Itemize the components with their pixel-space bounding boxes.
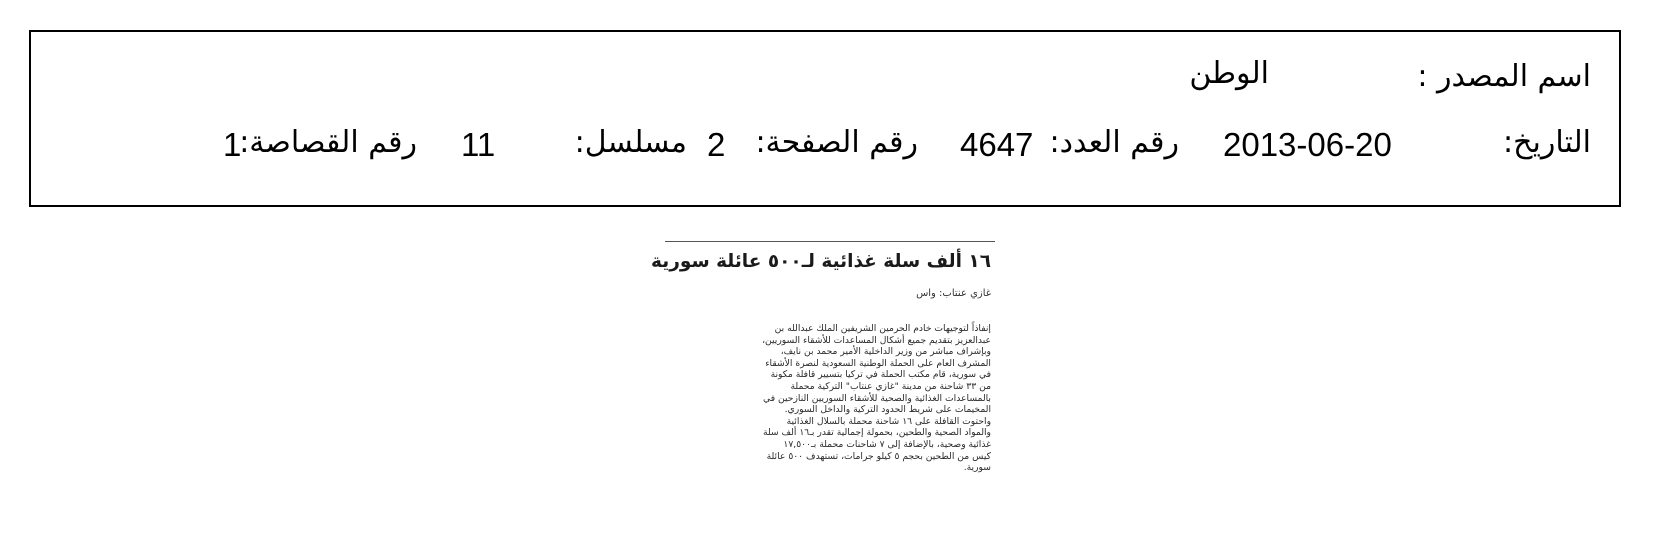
- page-label: رقم الصفحة:: [755, 125, 918, 160]
- article-body-line: وبإشراف مباشر من وزير الداخلية الأمير محمد بن نايف،: [780, 346, 991, 358]
- article-body-line: والمواد الصحية والطحين، بحمولة إجمالية تقدر بـ١٦ ألف سلة: [762, 427, 991, 439]
- article-body: [665, 323, 991, 474]
- clipping-top-rule: [665, 241, 995, 242]
- article-body-line: في سورية، قام مكتب الحملة في تركيا بتسيير قافلة مكونة: [770, 369, 991, 381]
- newspaper-clipping: [651, 241, 995, 541]
- date-label: التاريخ:: [1503, 125, 1591, 160]
- article-body-line: كيس من الطحين بحجم ٥ كيلو جرامات، تستهدف ٥٠٠ عائلة: [766, 450, 991, 462]
- article-body-line: بالمساعدات الغذائية والصحية للأشقاء السوريين النازحين في: [763, 392, 991, 404]
- serial-value: 11: [461, 126, 496, 163]
- article-body-line: المخيمات على شريط الحدود التركية والداخل السوري.: [784, 404, 991, 416]
- source-value: الوطن: [1189, 56, 1269, 91]
- source-label: اسم المصدر :: [1417, 59, 1591, 94]
- page-value: 2: [707, 126, 726, 163]
- article-byline: غازي عنتاب: واس: [916, 288, 991, 299]
- serial-label: مسلسل:: [574, 125, 687, 160]
- clipping-label: رقم القصاصة:: [239, 125, 417, 160]
- article-body-line: المشرف العام على الحملة الوطنية السعودية لنصرة الأشقاء: [765, 357, 991, 369]
- article-title: ١٦ ألف سلة غذائية لـ٥٠٠ عائلة سورية: [651, 251, 991, 272]
- article-body-line: واحتوت القافلة على ١٦ شاحنة محملة بالسلال الغذائية: [786, 415, 991, 427]
- issue-label: رقم العدد:: [1049, 125, 1179, 160]
- issue-value: 4647: [960, 126, 1034, 163]
- article-body-line: غذائية وصحية، بالإضافة إلى ٧ شاحنات محملة بـ١٧,٥٠٠: [783, 438, 991, 450]
- article-body-line: إنفاذاً لتوجيهات خادم الحرمين الشريفين الملك عبدالله بن: [774, 323, 991, 334]
- clipping-header-box: [29, 30, 1621, 207]
- date-value: 2013-06-20: [1223, 126, 1392, 163]
- article-body-line: عبدالعزيز بتقديم جميع أشكال المساعدات للأشقاء السوريين،: [762, 334, 991, 346]
- article-body-line: سورية.: [963, 462, 991, 474]
- clipping-value: 1: [223, 126, 242, 163]
- article-body-line: من ٣٣ شاحنة من مدينة "غازي عنتاب" التركية محملة: [790, 380, 991, 392]
